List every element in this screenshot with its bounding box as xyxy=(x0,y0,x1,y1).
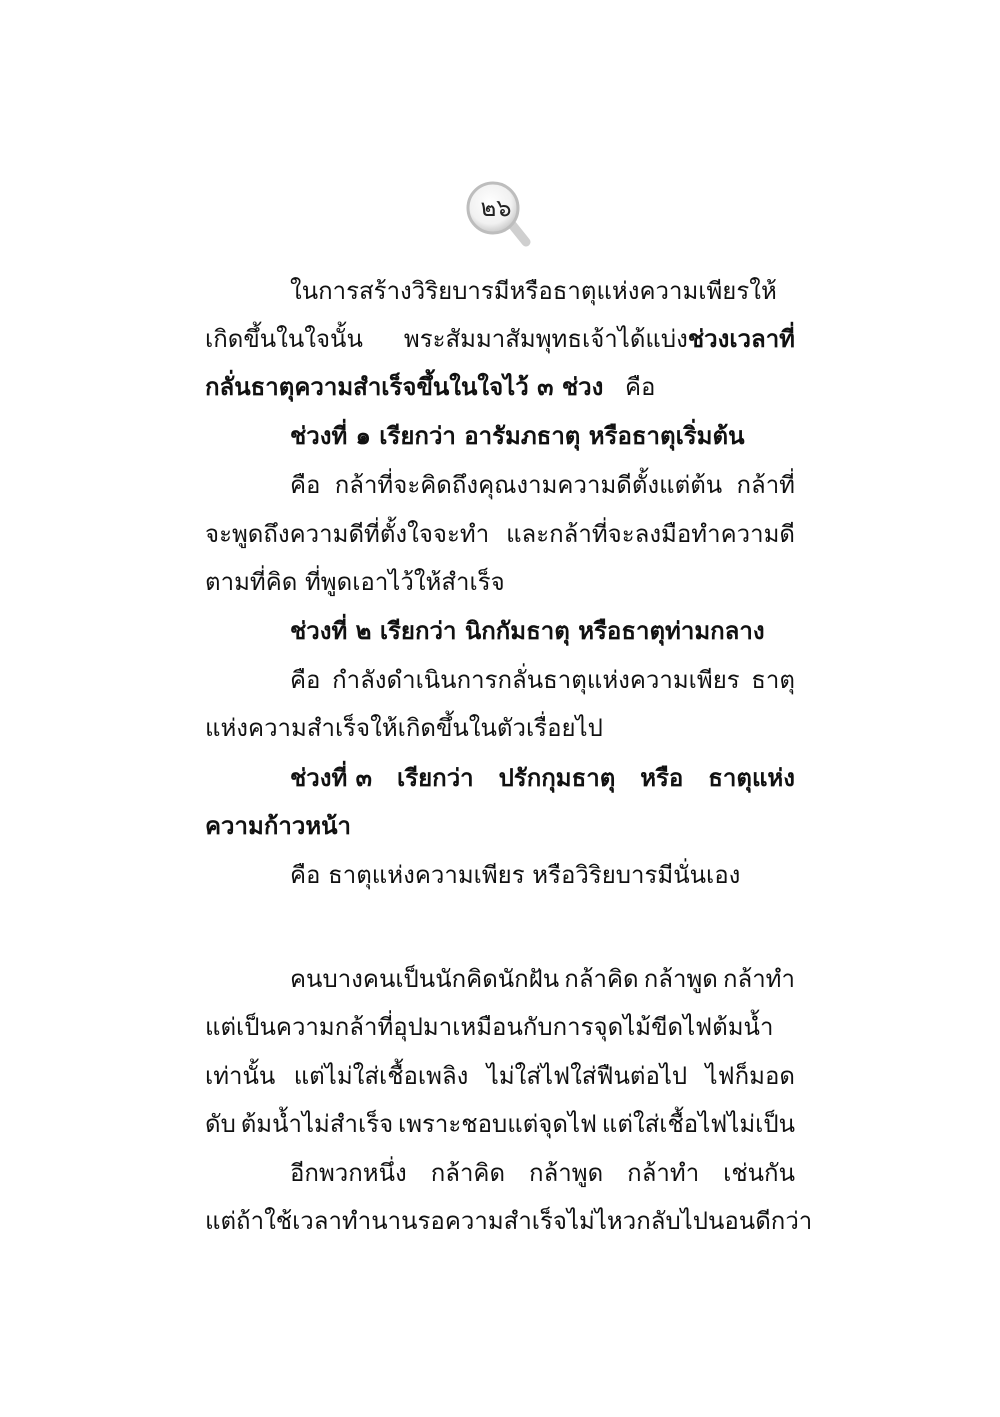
text-segment: คือ xyxy=(624,373,656,401)
text-segment: กลับไปนอนดีกว่า xyxy=(636,1207,813,1235)
phase-2-heading: ช่วงที่ ๒ เรียกว่า นิกกัมธาตุ หรือธาตุท่ามกลาง xyxy=(290,617,765,645)
text-segment: กล้าคิด xyxy=(564,965,639,993)
phase-2-line-2: แห่งความสำเร็จให้เกิดขึ้นในตัวเรื่อยไป xyxy=(205,714,603,742)
text-segment: ต้มน้ำไม่สำเร็จ xyxy=(240,1110,394,1138)
text-segment: ช่วงที่ ๓ xyxy=(290,764,373,792)
section-2-line-2: แต่เป็นความกล้าที่อุปมาเหมือนกับการจุดไม้ขีดไฟต้มน้ำ xyxy=(205,1013,774,1041)
text-segment: กล้าทำ xyxy=(627,1159,700,1187)
text-segment: ธาตุแห่ง xyxy=(708,764,795,792)
text-segment: หรือ xyxy=(640,764,684,792)
bold-text-segment: ช่วงเวลาที่ xyxy=(687,325,795,353)
text-segment: กล้าที่ xyxy=(736,471,795,499)
text-segment: ในการสร้างวิริยบารมีหรือธาตุแห่งความเพียรให้ xyxy=(290,277,777,305)
text-segment: กล้าทำ xyxy=(722,965,795,993)
text-segment: เกิดขึ้นในใจนั้น xyxy=(205,325,363,353)
text-segment: ไฟก็มอด xyxy=(705,1062,795,1090)
phase-3-line-1: คือ ธาตุแห่งความเพียร หรือวิริยบารมีนั่นเอง xyxy=(290,861,741,889)
text-segment: เท่านั้น xyxy=(205,1062,276,1090)
text-segment: กล้าพูด xyxy=(529,1159,604,1187)
text-segment: จะพูดถึงความดีที่ตั้งใจจะทำ xyxy=(205,520,490,548)
phase-1-heading: ช่วงที่ ๑ เรียกว่า อารัมภธาตุ หรือธาตุเริ่มต้น xyxy=(290,422,745,450)
text-segment: แต่ไม่ใส่เชื้อเพลิง xyxy=(293,1062,469,1090)
text-segment: ไม่ใส่ไฟใส่ฟืนต่อไป xyxy=(486,1062,688,1090)
phase-1-line-1 xyxy=(290,457,795,513)
text-segment: เช่นกัน xyxy=(723,1159,795,1187)
section-2-line-6 xyxy=(205,1193,813,1249)
text-segment: รอความสำเร็จไม่ไหว xyxy=(417,1207,637,1235)
text-segment: ปรักกุมธาตุ xyxy=(498,764,616,792)
text-segment: เรียกว่า xyxy=(397,764,474,792)
text-segment: คนบางคนเป็นนักคิดนักฝัน xyxy=(290,965,560,993)
text-segment: แต่ใส่เชื้อไฟไม่เป็น xyxy=(601,1110,795,1138)
text-segment: กล้าที่จะคิดถึงคุณงามความดีตั้งแต่ต้น xyxy=(334,471,723,499)
text-segment: ดับ xyxy=(205,1110,236,1138)
text-segment: อีกพวกหนึ่ง xyxy=(290,1159,407,1187)
text-segment: เพราะชอบแต่จุดไฟ xyxy=(398,1110,597,1138)
paragraph-intro-line-3 xyxy=(205,359,795,415)
phase-1-line-3: ตามที่คิด ที่พูดเอาไว้ให้สำเร็จ xyxy=(205,568,505,596)
page-number: ๒๖ xyxy=(480,194,512,222)
phase-3-heading-line-2: ความก้าวหน้า xyxy=(205,812,352,840)
text-segment: คือ xyxy=(290,471,321,499)
section-2-line-4 xyxy=(205,1096,795,1152)
text-segment: ธาตุ xyxy=(751,666,795,694)
text-segment: กำลังดำเนินการกลั่นธาตุแห่งความเพียร xyxy=(332,666,740,694)
text-segment: และกล้าที่จะลงมือทำความดี xyxy=(506,520,795,548)
text-segment: แต่ถ้าใช้เวลาทำนาน xyxy=(205,1207,418,1235)
text-segment: คือ xyxy=(290,666,321,694)
text-segment: กล้าพูด xyxy=(643,965,718,993)
bold-text-segment: กลั่นธาตุความสำเร็จขึ้นในใจไว้ ๓ ช่วง xyxy=(205,373,604,401)
text-segment: พระสัมมาสัมพุทธเจ้าได้แบ่ง xyxy=(403,325,688,353)
text-segment: กล้าคิด xyxy=(430,1159,506,1187)
